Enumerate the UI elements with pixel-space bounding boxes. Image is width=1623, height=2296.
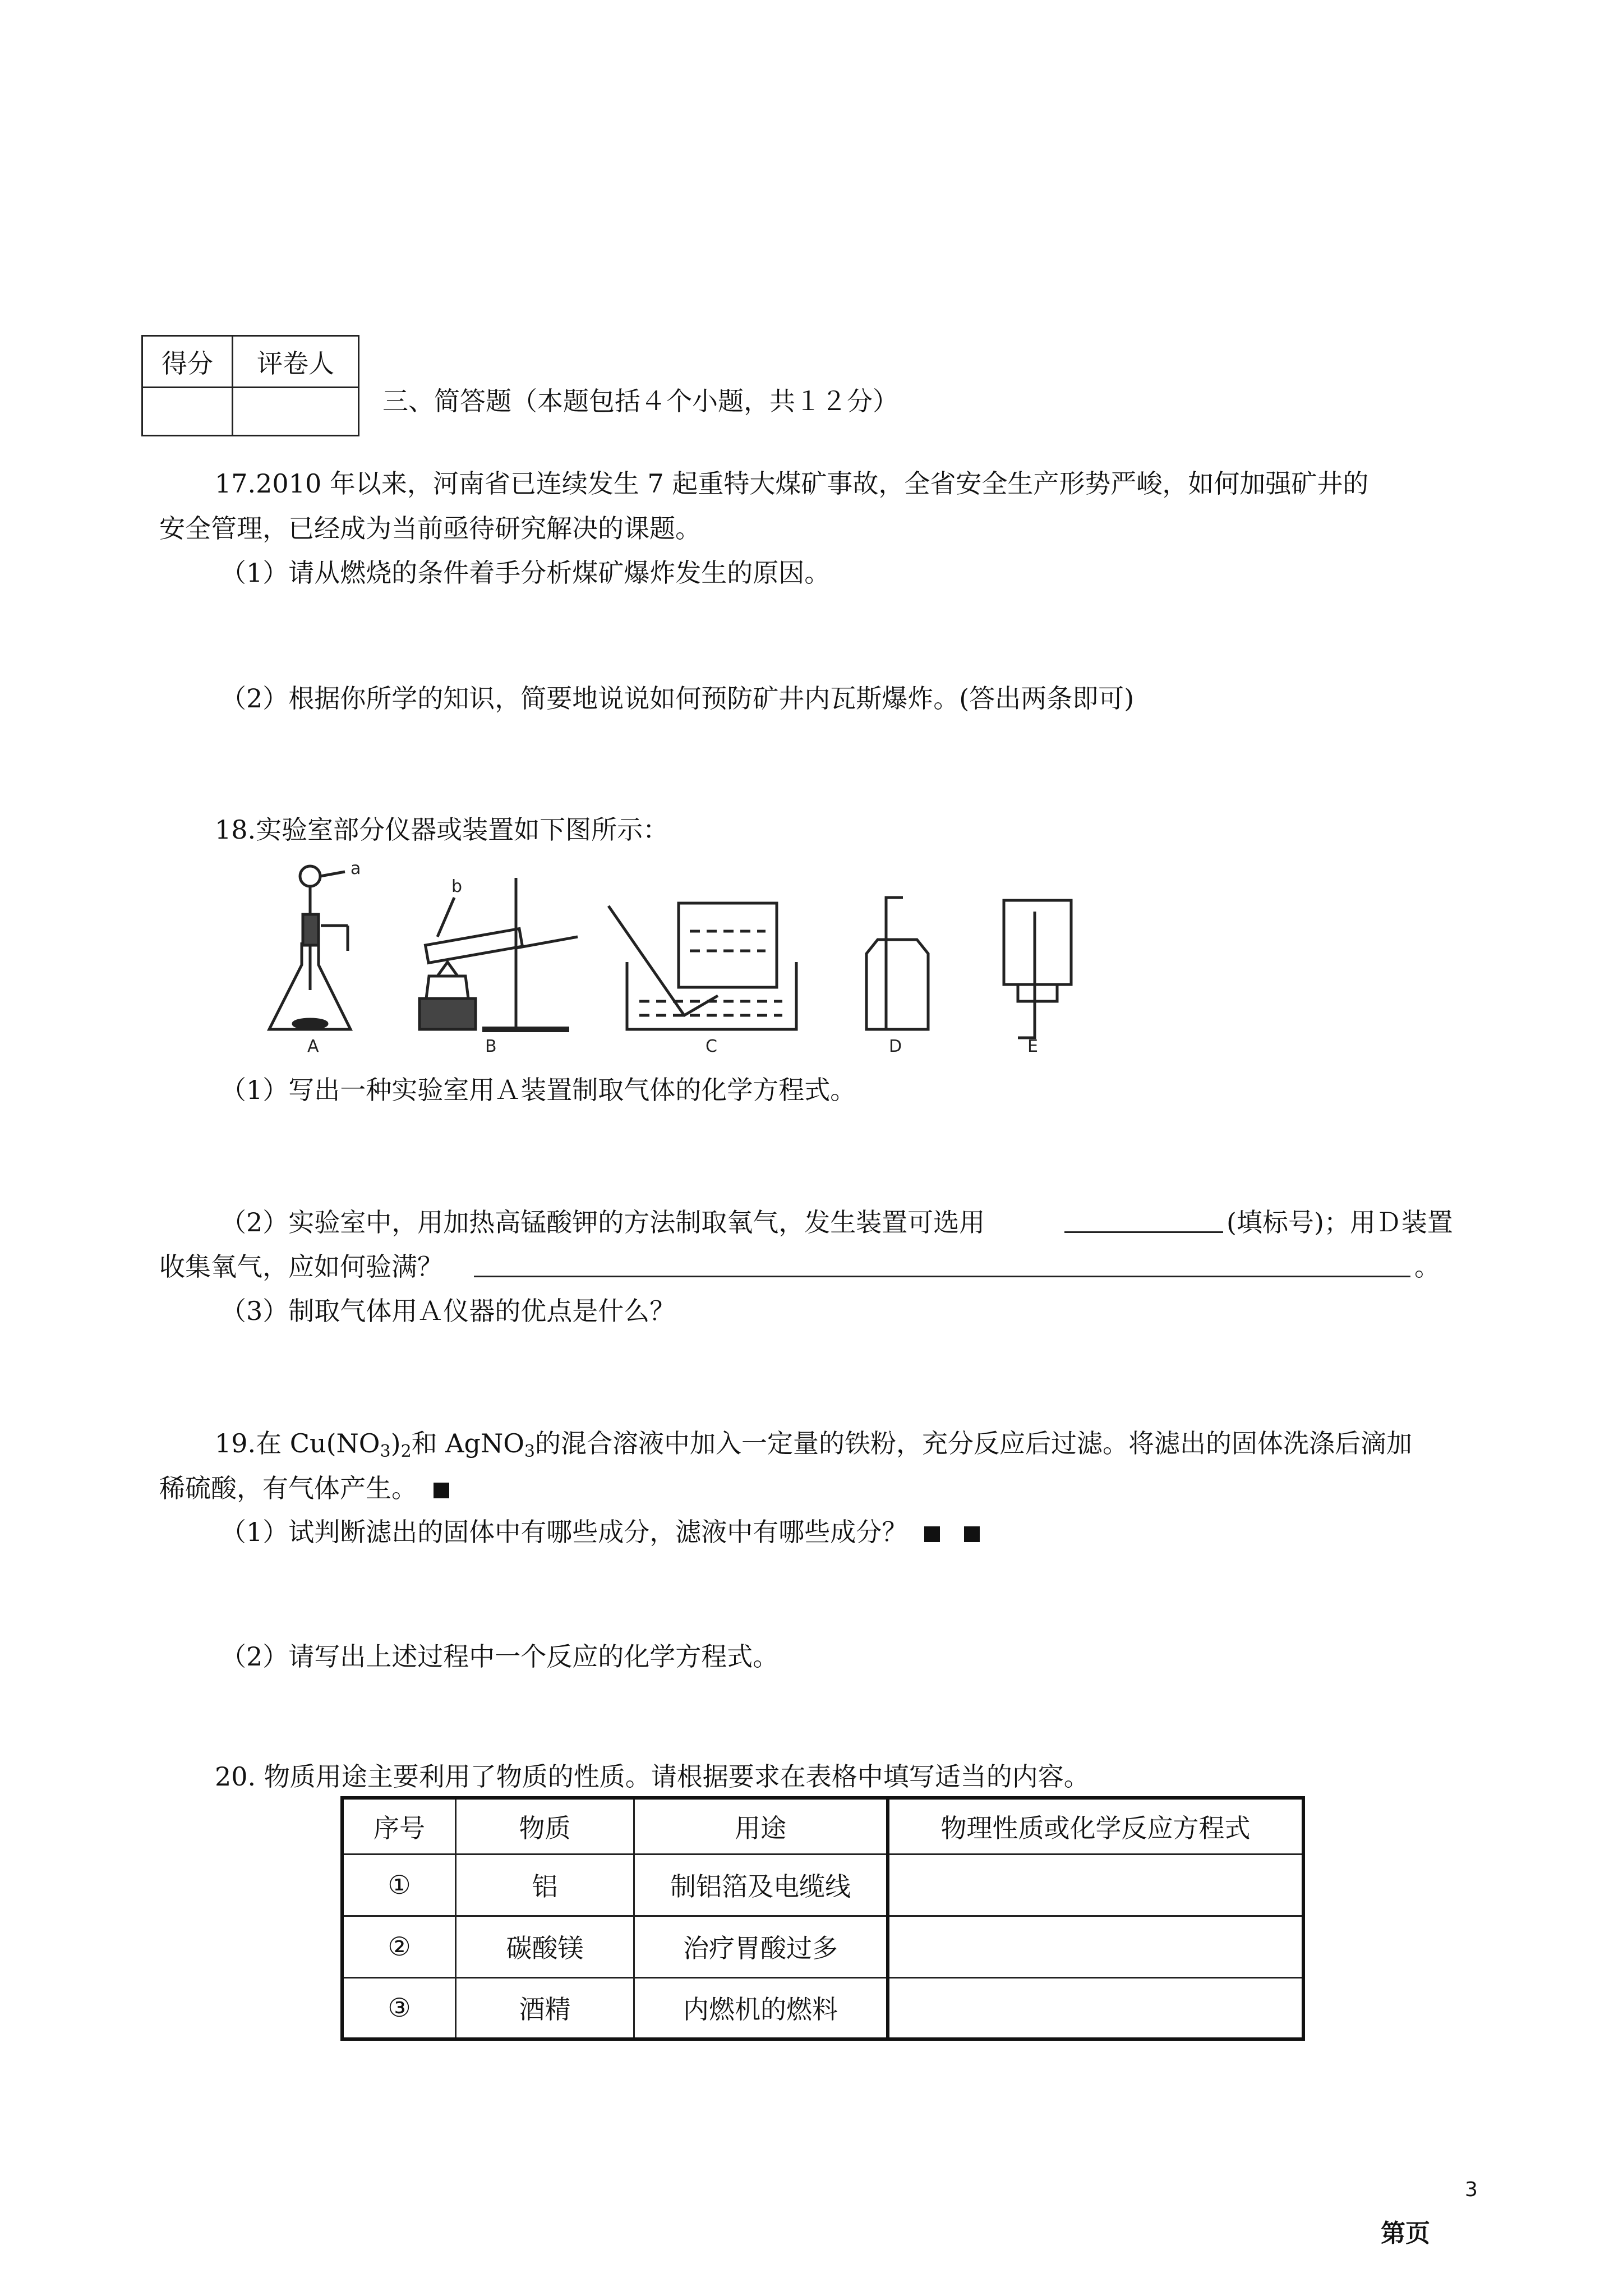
score-box xyxy=(141,335,359,436)
label-b-small: b xyxy=(451,877,463,896)
table-row xyxy=(342,1854,1303,1916)
row-use: 治疗胃酸过多 xyxy=(634,1916,888,1977)
table-row xyxy=(342,1916,1303,1977)
table-header-row xyxy=(342,1798,1303,1854)
grader-cell[interactable] xyxy=(233,388,359,436)
row-index: ② xyxy=(342,1916,456,1977)
label-a-small: a xyxy=(351,859,361,878)
q17-line1: 17.2010 年以来，河南省已连续发生 7 起重特大煤矿事故，全省安全生产形势严峻，如何加强矿井的 xyxy=(215,468,1369,499)
row-substance: 碳酸镁 xyxy=(456,1916,634,1977)
header-index: 序号 xyxy=(342,1798,456,1854)
row-use: 制铝箔及电缆线 xyxy=(634,1854,888,1916)
q19-sub2: （2）请写出上述过程中一个反应的化学方程式。 xyxy=(220,1641,779,1672)
apparatus-c xyxy=(608,903,796,1029)
score-label: 得分 xyxy=(142,336,233,388)
row-answer-cell[interactable] xyxy=(888,1916,1303,1977)
lab-apparatus-figure xyxy=(236,858,1088,1055)
q19-line2: 稀硫酸，有气体产生。 xyxy=(159,1475,449,1501)
label-e: E xyxy=(1027,1037,1038,1055)
q17-line2: 安全管理，已经成为当前亟待研究解决的课题。 xyxy=(159,513,701,544)
row-index: ① xyxy=(342,1854,456,1916)
q18-sub2-end: 。 xyxy=(1414,1251,1440,1282)
row-answer-cell[interactable] xyxy=(888,1854,1303,1916)
grader-label: 评卷人 xyxy=(233,336,359,388)
device-answer-blank[interactable] xyxy=(1064,1231,1223,1233)
row-substance: 酒精 xyxy=(456,1977,634,2039)
label-c: C xyxy=(706,1037,717,1055)
score-cell[interactable] xyxy=(142,388,233,436)
page-number: 3 xyxy=(1465,2178,1478,2201)
table-row xyxy=(342,1977,1303,2039)
q18-sub1: （1）写出一种实验室用Ａ装置制取气体的化学方程式。 xyxy=(220,1075,856,1105)
q18-sub2-part2: (填标号)；用Ｄ装置 xyxy=(1227,1207,1453,1237)
row-use: 内燃机的燃料 xyxy=(634,1977,888,2039)
square-mark-icon xyxy=(434,1483,449,1498)
header-property: 物理性质或化学反应方程式 xyxy=(888,1798,1303,1854)
square-mark-icon xyxy=(924,1526,940,1542)
row-index: ③ xyxy=(342,1977,456,2039)
section-title: 三、简答题（本题包括４个小题，共１２分） xyxy=(382,386,898,416)
page-label: 第页 xyxy=(1381,2219,1430,2248)
q18-sub2-part1: （2）实验室中，用加热高锰酸钾的方法制取氧气，发生装置可选用 xyxy=(220,1207,985,1237)
oxygen-full-answer-blank[interactable] xyxy=(474,1276,1410,1277)
q19-line1: 19.在 $Cu(NO_3)_2$和 AgNO$_3$的混合溶液中加入一定量的铁粉，充分反应后过滤。将滤出的固体洗涤后滴加 xyxy=(215,1428,1412,1461)
q18-sub2-line2: 收集氧气，应如何验满？ xyxy=(159,1251,443,1282)
q18-sub3: （3）制取气体用Ａ仪器的优点是什么？ xyxy=(220,1296,676,1326)
apparatus-e xyxy=(1004,900,1071,1038)
label-a: A xyxy=(307,1037,319,1055)
q20-stem: 20. 物质用途主要利用了物质的性质。请根据要求在表格中填写适当的内容。 xyxy=(215,1761,1090,1792)
q19-sub1: （1）试判断滤出的固体中有哪些成分，滤液中有哪些成分？ xyxy=(220,1519,980,1545)
header-use: 用途 xyxy=(634,1798,888,1854)
apparatus-b xyxy=(419,878,578,1029)
row-answer-cell[interactable] xyxy=(888,1977,1303,2039)
square-mark-icon xyxy=(964,1526,980,1542)
header-substance: 物质 xyxy=(456,1798,634,1854)
q17-sub2: （2）根据你所学的知识，简要地说说如何预防矿井内瓦斯爆炸。(答出两条即可) xyxy=(220,683,1135,714)
q17-sub1: （1）请从燃烧的条件着手分析煤矿爆炸发生的原因。 xyxy=(220,558,831,588)
label-d: D xyxy=(889,1037,902,1055)
label-b: B xyxy=(485,1037,497,1055)
apparatus-a xyxy=(269,866,351,1029)
q18-stem: 18.实验室部分仪器或装置如下图所示： xyxy=(215,815,669,845)
apparatus-d xyxy=(866,898,928,1029)
substance-use-table xyxy=(340,1796,1305,2041)
row-substance: 铝 xyxy=(456,1854,634,1916)
